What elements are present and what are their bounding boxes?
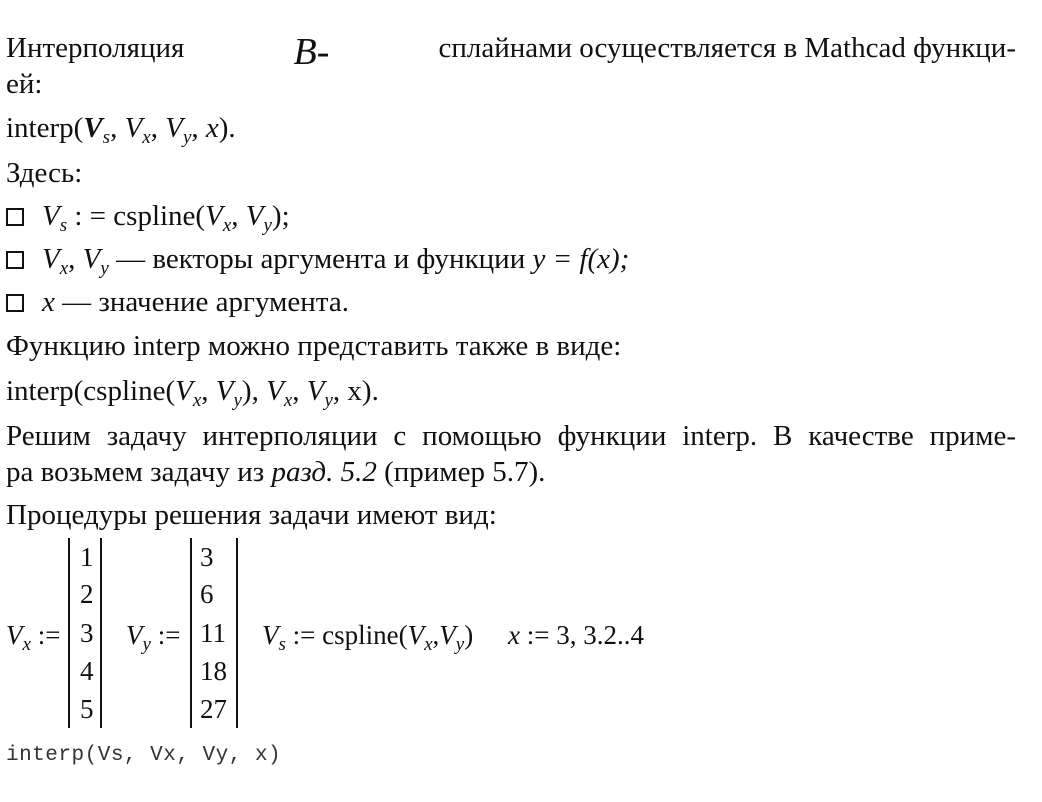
b2-equation: y = f(x); [532, 243, 630, 275]
b-spline-letter: B- [293, 31, 330, 73]
vx-cell: 5 [80, 694, 94, 724]
f2-suby: y [233, 390, 242, 411]
bullet-item-2 [6, 241, 629, 277]
section-reference: разд. 5.2 [271, 456, 377, 488]
vx-assign: := [30, 620, 61, 650]
vy-sub: y [142, 634, 151, 655]
vs-sub: s [278, 634, 286, 655]
mathcad-worksheet [0, 538, 1042, 728]
vs-close: ) [464, 620, 474, 650]
bullet-item-3 [6, 284, 349, 320]
formula-vs: V [83, 112, 103, 144]
paragraph-1-line-2: ей: [6, 68, 43, 100]
b2-subx: x [59, 258, 69, 279]
formula-x: x [205, 112, 219, 144]
paragraph-3-line-2 [6, 454, 545, 490]
x-range-expression [508, 618, 644, 652]
sep: , [191, 112, 206, 144]
b1-sub: s [59, 215, 68, 236]
sep: , [150, 112, 166, 144]
formula-fn: interp( [6, 112, 84, 144]
vs-subx: x [424, 634, 433, 655]
vx-left-bracket [68, 538, 70, 728]
f2-subx: x [192, 390, 202, 411]
vy-cell: 3 [200, 542, 214, 572]
vs-cspline-expression [262, 618, 474, 655]
b3-text: — значение аргумента. [54, 286, 349, 318]
bullet-item-1 [6, 198, 290, 234]
vy-assign-label [126, 618, 181, 655]
f2-vx2: V [266, 375, 284, 407]
sub-x: x [142, 127, 151, 148]
b2-vy: V [82, 243, 101, 275]
checkbox-bullet-icon [6, 251, 24, 269]
formula-interp-1 [6, 110, 236, 146]
b1-sep: , [231, 200, 246, 232]
b1-vy: V [245, 200, 264, 232]
paragraph-4: Процедуры решения задачи имеют вид: [6, 499, 497, 531]
b1-v: V [42, 200, 60, 232]
vx-cell: 2 [80, 579, 94, 609]
b3-x: x [42, 286, 55, 318]
vs-vx: V [407, 620, 425, 650]
formula-interp-2 [6, 373, 379, 409]
vx-assign-label [6, 618, 61, 655]
vy-assign: := [150, 620, 181, 650]
formula-vx: V [124, 112, 143, 144]
b2-sep: , [68, 243, 83, 275]
vy-v: V [126, 620, 143, 650]
b1-close: ); [271, 200, 290, 232]
b1-vx: V [205, 200, 223, 232]
vy-cell: 27 [200, 694, 227, 724]
p3-b: (пример 5.7). [376, 456, 546, 488]
here-label: Здесь: [6, 157, 83, 189]
f2-vx: V [175, 375, 193, 407]
vs-comma: , [432, 620, 440, 650]
p3-a: ра возьмем задачу из [6, 456, 272, 488]
sep: , [110, 112, 125, 144]
f2-sep2: , [292, 375, 307, 407]
f2-vy2: V [306, 375, 325, 407]
vy-cell: 18 [200, 656, 227, 686]
f2-mid: ), [241, 375, 267, 407]
vx-v: V [6, 620, 23, 650]
b1-rest: : = cspline( [67, 200, 206, 232]
f2-sep: , [201, 375, 216, 407]
vy-right-bracket [236, 538, 238, 728]
vx-cell: 3 [80, 618, 94, 648]
range-values: := 3, 3.2..4 [519, 620, 644, 650]
checkbox-bullet-icon [6, 208, 24, 226]
vx-right-bracket [100, 538, 102, 728]
f2-pre: interp(cspline( [6, 375, 176, 407]
f2-vy: V [215, 375, 234, 407]
interp-code-line: interp(Vs, Vx, Vy, x) [6, 744, 282, 767]
checkbox-bullet-icon [6, 294, 24, 312]
f2-subx2: x [283, 390, 293, 411]
formula-close: ). [218, 112, 236, 144]
b1-suby: y [263, 215, 272, 236]
range-x: x [508, 620, 520, 650]
b2-suby: y [100, 258, 109, 279]
b1-subx: x [222, 215, 232, 236]
f2-end: , x). [332, 375, 379, 407]
vs-rest: := cspline( [285, 620, 408, 650]
vy-cell: 11 [200, 618, 226, 648]
b2-vx: V [42, 243, 60, 275]
f2-suby2: y [324, 390, 333, 411]
vs-v: V [262, 620, 279, 650]
vy-left-bracket [190, 538, 192, 728]
vx-sub: x [22, 634, 31, 655]
paragraph-1-rest: сплайнами осуществляется в Mathcad функци- [438, 32, 1016, 64]
b2-text: — векторы аргумента и функции [108, 243, 533, 275]
sub-s: s [102, 127, 111, 148]
vx-cell: 1 [80, 542, 94, 572]
paragraph-1-line-1 [6, 30, 1016, 73]
vx-cell: 4 [80, 656, 94, 686]
word-interpolation: Интерполяция [6, 32, 185, 64]
vs-suby: y [455, 634, 465, 655]
vy-cell: 6 [200, 579, 214, 609]
formula-vy: V [165, 112, 183, 144]
sub-y: y [182, 127, 192, 148]
paragraph-3-line-1: Решим задачу интерполяции с помощью функции interp. В качестве приме- [6, 420, 1016, 452]
vs-vy: V [439, 620, 456, 650]
paragraph-2: Функцию interp можно представить также в виде: [6, 330, 622, 362]
